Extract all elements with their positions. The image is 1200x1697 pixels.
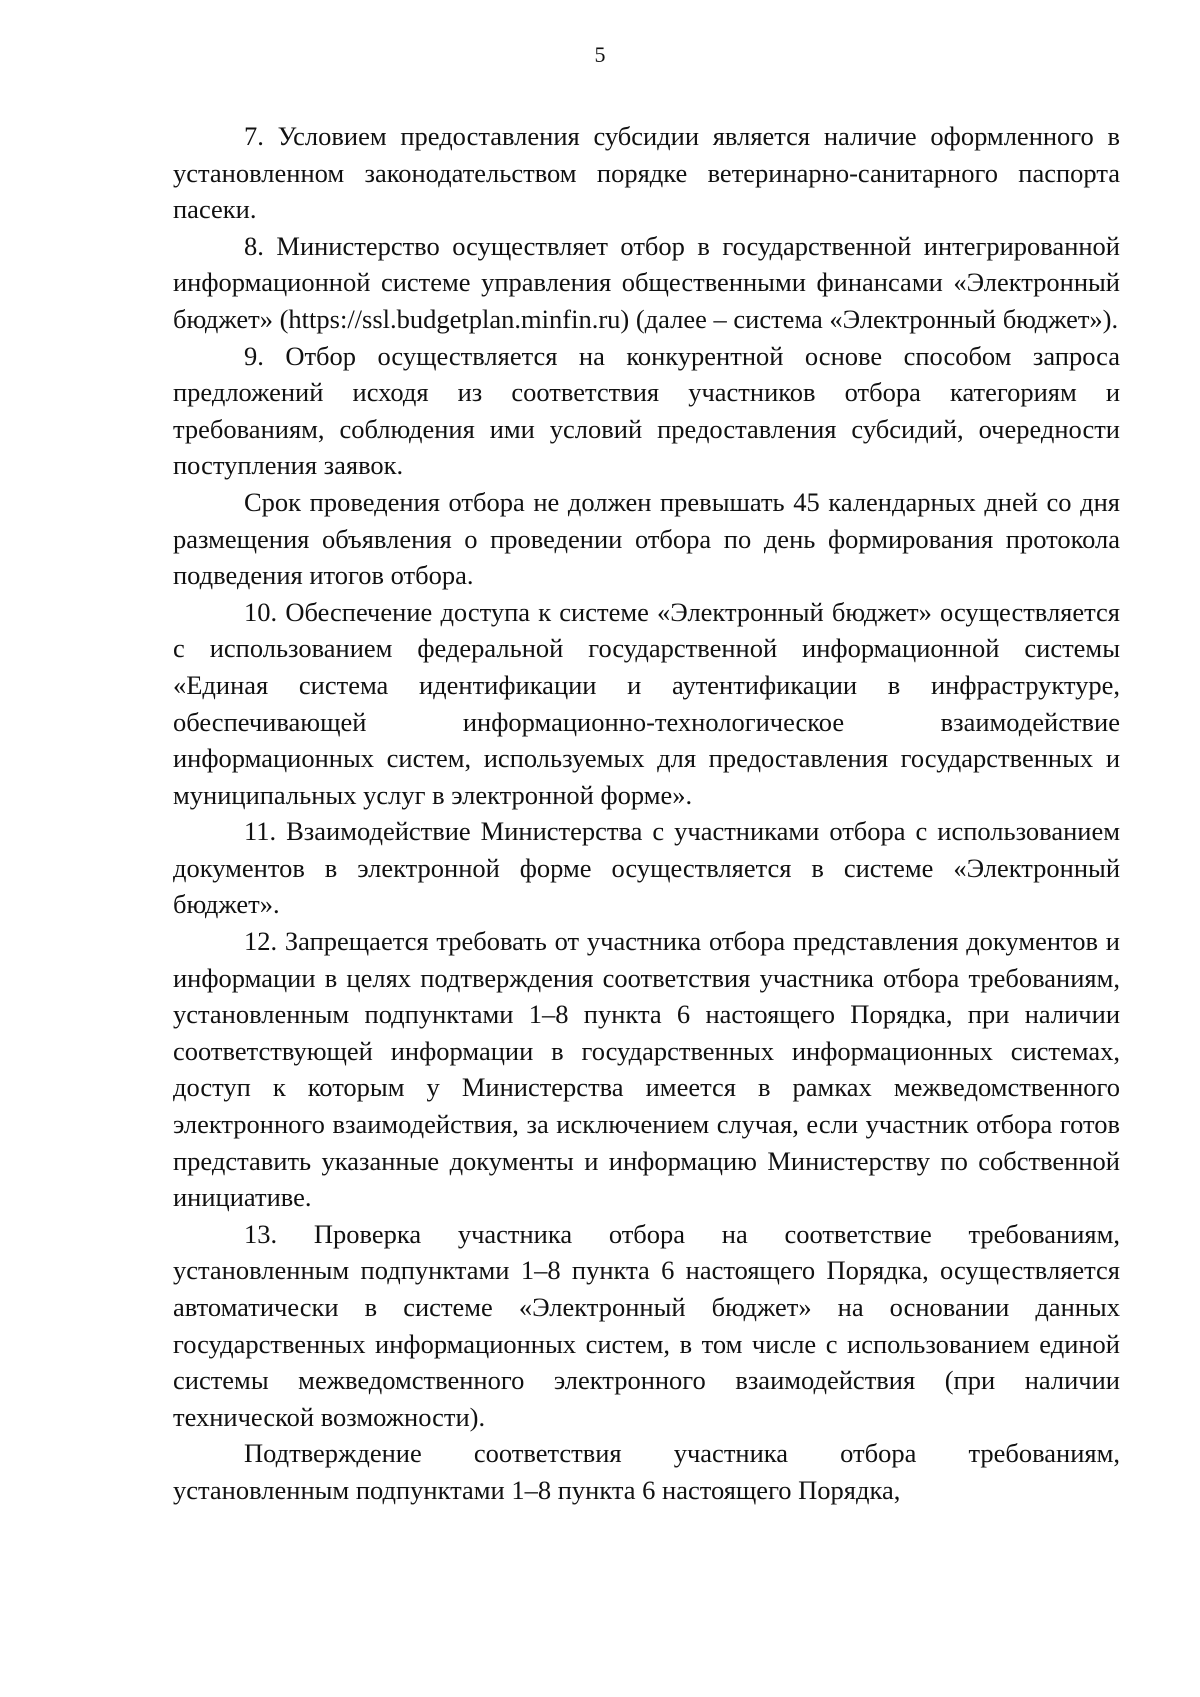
paragraph-13: 13. Проверка участника отбора на соответствие требованиям, установленным подпунктами 1–8 пункта 6 настоящего Порядка, осуществляется автоматически в системе «Электронный бюджет» на основании данных государственных информационных систем, в том числе с использованием единой системы межведомственного электронного взаимодействия (при наличии технической возможности). (173, 1218, 1120, 1432)
page-number: 5 (594, 42, 606, 67)
paragraph-13-confirmation: Подтверждение соответствия участника отбора требованиям, установленным подпунктами 1–8 пункта 6 настоящего Порядка, (173, 1438, 1120, 1505)
paragraph-9: 9. Отбор осуществляется на конкурентной основе способом запроса предложений исходя из соответствия участников отбора категориям и требованиям, соблюдения ими условий предоставления субсидий, очередности поступления заявок. (173, 340, 1120, 481)
paragraph-7: 7. Условием предоставления субсидии является наличие оформленного в установленном законодательством порядке ветеринарно-санитарного паспорта пасеки. (173, 121, 1120, 225)
paragraph-10: 10. Обеспечение доступа к системе «Электронный бюджет» осуществляется с использованием федеральной государственной информационной системы «Единая система идентификации и аутентификации в инфраструктуре, обеспечивающей информационно-технологическое взаимодействие информационных систем, используемых для предоставления государственных и муниципальных услуг в электронной форме». (173, 596, 1120, 810)
paragraph-8: 8. Министерство осуществляет отбор в государственной интегрированной информационной системе управления общественными финансами «Электронный бюджет» (https://ssl.budgetplan.minfin.ru) (далее – система «Электронный бюджет»). (173, 230, 1120, 334)
paragraph-12: 12. Запрещается требовать от участника отбора представления документов и информации в целях подтверждения соответствия участника отбора требованиям, установленным подпунктами 1–8 пункта 6 настоящего Порядка, при наличии соответствующей информации в государственных информационных системах, доступ к которым у Министерства имеется в рамках межведомственного электронного взаимодействия, за исключением случая, если участник отбора готов представить указанные документы и информацию Министерству по собственной инициативе. (173, 926, 1120, 1213)
paragraph-11: 11. Взаимодействие Министерства с участниками отбора с использованием документов в электронной форме осуществляется в системе «Электронный бюджет». (173, 816, 1120, 920)
document-body (173, 118, 1120, 1509)
paragraph-9-selection-period: Срок проведения отбора не должен превышать 45 календарных дней со дня размещения объявления о проведении отбора по день формирования протокола подведения итогов отбора. (173, 486, 1120, 591)
